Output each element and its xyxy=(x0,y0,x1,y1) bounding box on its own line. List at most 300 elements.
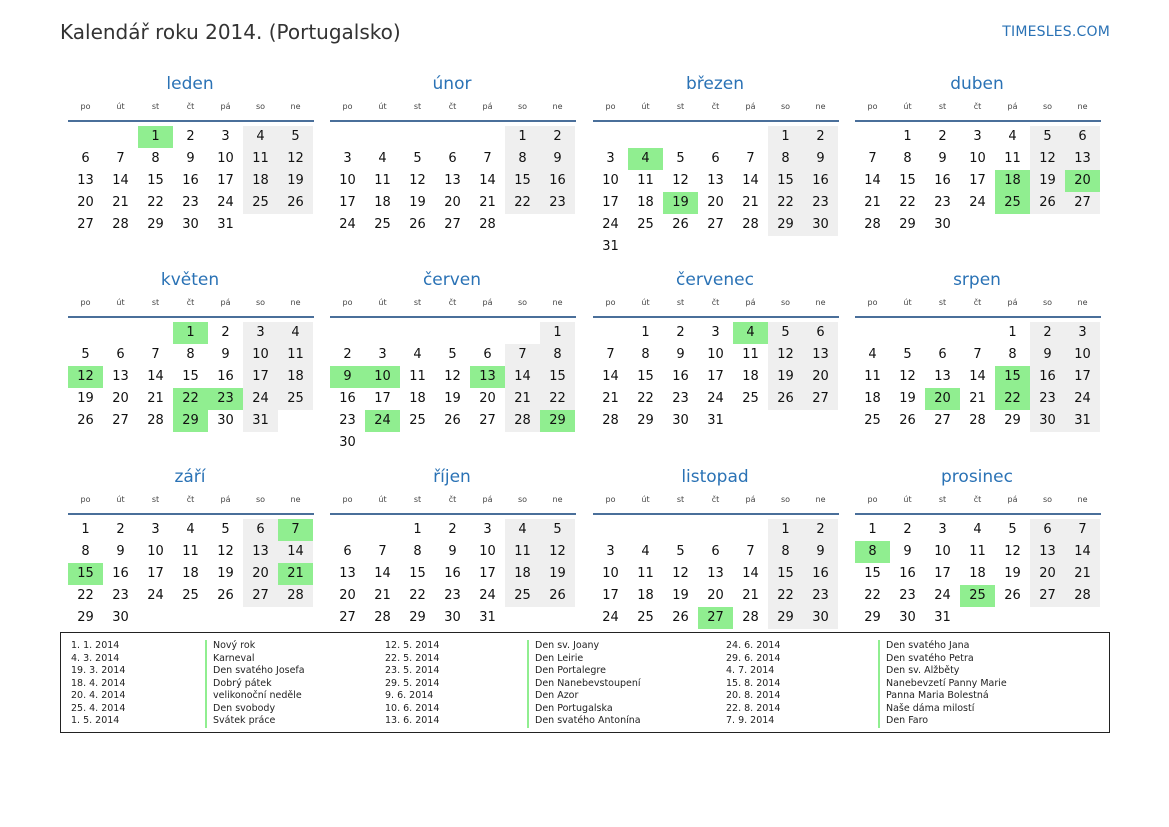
day-cell: 13 xyxy=(112,369,129,384)
legend-date: 25. 4. 2014 xyxy=(71,702,126,714)
day-grid xyxy=(593,519,839,629)
weekday-label: ne xyxy=(815,495,826,504)
legend-date: 10. 6. 2014 xyxy=(385,702,440,714)
month-name: duben xyxy=(950,74,1004,94)
day-cell: 3 xyxy=(151,522,160,537)
weekday-label: út xyxy=(903,495,912,504)
weekday-label: ne xyxy=(290,298,301,307)
day-cell: 3 xyxy=(938,522,947,537)
holiday-day: 18 xyxy=(995,170,1030,192)
day-cell: 8 xyxy=(413,544,422,559)
day-cell: 19 xyxy=(444,391,461,406)
legend-holiday-name: Den svobody xyxy=(213,702,276,714)
day-cell: 6 xyxy=(81,151,90,166)
day-cell: 11 xyxy=(1004,151,1021,166)
day-cell: 6 xyxy=(1030,519,1065,541)
day-cell: 7 xyxy=(606,347,615,362)
holiday-day: 10 xyxy=(365,366,400,388)
weekday-header xyxy=(593,296,839,318)
day-grid xyxy=(855,126,1101,236)
weekday-label: po xyxy=(342,495,353,504)
day-cell: 31 xyxy=(217,217,234,232)
legend-date: 29. 6. 2014 xyxy=(726,652,781,664)
day-cell: 8 xyxy=(768,541,803,563)
weekday-label: po xyxy=(605,102,616,111)
day-cell: 15 xyxy=(899,173,916,188)
day-cell: 24 xyxy=(339,217,356,232)
day-cell: 28 xyxy=(147,413,164,428)
month-květen xyxy=(68,268,314,432)
day-cell: 12 xyxy=(278,148,313,170)
day-cell: 18 xyxy=(278,366,313,388)
day-cell: 4 xyxy=(1008,129,1017,144)
day-cell: 28 xyxy=(112,217,129,232)
month-listopad xyxy=(593,465,839,629)
day-cell: 5 xyxy=(903,347,912,362)
day-cell: 22 xyxy=(505,192,540,214)
day-cell: 18 xyxy=(243,170,278,192)
day-cell: 27 xyxy=(339,610,356,625)
day-cell: 12 xyxy=(768,344,803,366)
weekday-label: čt xyxy=(711,102,720,111)
day-cell: 6 xyxy=(711,151,720,166)
legend-holiday-name: Den svatého Jana xyxy=(886,640,970,651)
weekday-label: ne xyxy=(1077,298,1088,307)
weekday-label: so xyxy=(780,102,791,111)
day-cell: 15 xyxy=(768,170,803,192)
weekday-label: ne xyxy=(552,298,563,307)
day-cell: 11 xyxy=(742,347,759,362)
day-cell: 7 xyxy=(378,544,387,559)
day-cell: 19 xyxy=(409,195,426,210)
day-cell: 3 xyxy=(221,129,230,144)
day-cell: 28 xyxy=(864,217,881,232)
day-cell: 26 xyxy=(672,217,689,232)
day-cell: 4 xyxy=(378,151,387,166)
weekday-label: čt xyxy=(186,102,195,111)
month-září xyxy=(68,465,314,629)
weekday-header xyxy=(330,100,576,122)
day-cell: 17 xyxy=(602,195,619,210)
holiday-day: 19 xyxy=(663,192,698,214)
day-cell: 28 xyxy=(479,217,496,232)
weekday-label: čt xyxy=(186,298,195,307)
day-cell: 6 xyxy=(116,347,125,362)
weekday-label: st xyxy=(938,102,947,111)
day-cell: 26 xyxy=(217,588,234,603)
day-cell: 9 xyxy=(448,544,457,559)
day-cell: 13 xyxy=(1030,541,1065,563)
day-cell: 20 xyxy=(803,366,838,388)
day-cell: 15 xyxy=(182,369,199,384)
day-cell: 16 xyxy=(803,170,838,192)
day-cell: 29 xyxy=(637,413,654,428)
day-cell: 2 xyxy=(676,325,685,340)
day-cell: 23 xyxy=(934,195,951,210)
weekday-label: so xyxy=(517,495,528,504)
month-name: srpen xyxy=(953,270,1001,290)
day-cell: 21 xyxy=(374,588,391,603)
day-cell: 21 xyxy=(147,391,164,406)
day-cell: 8 xyxy=(505,148,540,170)
weekday-label: pá xyxy=(745,102,756,111)
day-cell: 7 xyxy=(868,151,877,166)
day-cell: 18 xyxy=(505,563,540,585)
day-cell: 15 xyxy=(864,566,881,581)
day-cell: 15 xyxy=(409,566,426,581)
day-cell: 9 xyxy=(903,544,912,559)
day-cell: 11 xyxy=(278,344,313,366)
weekday-label: st xyxy=(413,495,422,504)
weekday-label: st xyxy=(676,102,685,111)
day-cell: 24 xyxy=(217,195,234,210)
legend-holiday-name: Den svatého Josefa xyxy=(213,665,305,676)
day-cell: 28 xyxy=(969,413,986,428)
day-cell: 30 xyxy=(803,214,838,236)
weekday-label: st xyxy=(413,298,422,307)
day-cell: 11 xyxy=(637,566,654,581)
legend-holiday-name: Den Azor xyxy=(535,690,579,701)
day-cell: 20 xyxy=(444,195,461,210)
day-cell: 16 xyxy=(934,173,951,188)
day-cell: 23 xyxy=(803,585,838,607)
day-grid xyxy=(855,322,1101,432)
day-grid xyxy=(593,322,839,432)
day-cell: 16 xyxy=(112,566,129,581)
holiday-day: 22 xyxy=(173,388,208,410)
day-cell: 19 xyxy=(278,170,313,192)
day-cell: 19 xyxy=(217,566,234,581)
legend-date: 24. 6. 2014 xyxy=(726,640,781,651)
month-name: červenec xyxy=(676,270,754,290)
site-brand-link[interactable]: TIMESLES.COM xyxy=(1002,24,1110,40)
day-cell: 12 xyxy=(1030,148,1065,170)
weekday-label: út xyxy=(641,102,650,111)
day-cell: 12 xyxy=(217,544,234,559)
weekday-header xyxy=(593,100,839,122)
legend-date: 1. 5. 2014 xyxy=(71,715,120,726)
weekday-label: ne xyxy=(815,298,826,307)
day-grid xyxy=(330,322,576,454)
weekday-label: po xyxy=(867,298,878,307)
day-cell: 14 xyxy=(278,541,313,563)
day-cell: 19 xyxy=(540,563,575,585)
day-cell: 21 xyxy=(1065,563,1100,585)
day-cell: 19 xyxy=(1030,170,1065,192)
weekday-label: ne xyxy=(552,495,563,504)
weekday-label: po xyxy=(867,495,878,504)
day-cell: 16 xyxy=(339,391,356,406)
weekday-header xyxy=(855,296,1101,318)
day-cell: 24 xyxy=(479,588,496,603)
day-cell: 6 xyxy=(343,544,352,559)
day-cell: 9 xyxy=(186,151,195,166)
weekday-label: pá xyxy=(220,298,231,307)
day-cell: 6 xyxy=(803,322,838,344)
day-cell: 25 xyxy=(505,585,540,607)
weekday-label: pá xyxy=(1007,495,1018,504)
day-cell: 27 xyxy=(479,413,496,428)
day-cell: 6 xyxy=(711,544,720,559)
weekday-label: pá xyxy=(220,495,231,504)
day-cell: 24 xyxy=(243,388,278,410)
day-cell: 29 xyxy=(409,610,426,625)
day-cell: 20 xyxy=(112,391,129,406)
day-cell: 21 xyxy=(602,391,619,406)
weekday-header xyxy=(68,296,314,318)
weekday-label: čt xyxy=(711,495,720,504)
day-cell: 22 xyxy=(77,588,94,603)
day-cell: 9 xyxy=(676,347,685,362)
weekday-label: ne xyxy=(552,102,563,111)
day-cell: 31 xyxy=(479,610,496,625)
day-cell: 10 xyxy=(217,151,234,166)
day-cell: 5 xyxy=(540,519,575,541)
day-cell: 17 xyxy=(969,173,986,188)
day-cell: 13 xyxy=(77,173,94,188)
day-cell: 18 xyxy=(409,391,426,406)
day-cell: 2 xyxy=(343,347,352,362)
day-cell: 29 xyxy=(768,607,803,629)
day-cell: 7 xyxy=(505,344,540,366)
day-cell: 5 xyxy=(278,126,313,148)
day-cell: 18 xyxy=(637,195,654,210)
holiday-day: 25 xyxy=(995,192,1030,214)
day-cell: 12 xyxy=(409,173,426,188)
day-cell: 7 xyxy=(151,347,160,362)
day-grid xyxy=(68,322,314,432)
day-cell: 29 xyxy=(1004,413,1021,428)
weekday-label: út xyxy=(378,298,387,307)
holiday-day: 9 xyxy=(330,366,365,388)
weekday-label: čt xyxy=(186,495,195,504)
weekday-label: so xyxy=(1042,298,1053,307)
month-březen xyxy=(593,72,839,258)
weekday-label: so xyxy=(517,102,528,111)
day-cell: 22 xyxy=(637,391,654,406)
day-cell: 28 xyxy=(374,610,391,625)
weekday-label: út xyxy=(116,495,125,504)
day-cell: 27 xyxy=(77,217,94,232)
day-cell: 2 xyxy=(186,129,195,144)
day-cell: 18 xyxy=(637,588,654,603)
weekday-header xyxy=(855,100,1101,122)
legend-holiday-name: Den Leirie xyxy=(535,652,584,664)
day-cell: 14 xyxy=(602,369,619,384)
day-cell: 26 xyxy=(444,413,461,428)
day-cell: 27 xyxy=(243,585,278,607)
weekday-label: pá xyxy=(482,495,493,504)
day-cell: 9 xyxy=(1030,344,1065,366)
day-cell: 13 xyxy=(339,566,356,581)
day-cell: 24 xyxy=(934,588,951,603)
weekday-label: so xyxy=(780,298,791,307)
holiday-day: 27 xyxy=(698,607,733,629)
day-cell: 2 xyxy=(1030,322,1065,344)
holiday-day: 20 xyxy=(925,388,960,410)
day-cell: 2 xyxy=(448,522,457,537)
legend-holiday-name: Den sv. Alžběty xyxy=(886,665,960,676)
holiday-day: 1 xyxy=(173,322,208,344)
day-cell: 1 xyxy=(768,519,803,541)
day-cell: 14 xyxy=(112,173,129,188)
day-cell: 29 xyxy=(147,217,164,232)
day-cell: 19 xyxy=(77,391,94,406)
day-cell: 25 xyxy=(637,217,654,232)
legend-date: 20. 4. 2014 xyxy=(71,690,126,701)
month-name: únor xyxy=(432,74,472,94)
day-cell: 5 xyxy=(676,151,685,166)
day-cell: 6 xyxy=(938,347,947,362)
day-cell: 17 xyxy=(602,588,619,603)
weekday-label: pá xyxy=(745,298,756,307)
day-grid xyxy=(330,126,576,236)
day-cell: 29 xyxy=(864,610,881,625)
day-cell: 25 xyxy=(864,413,881,428)
weekday-label: po xyxy=(605,298,616,307)
legend-date: 9. 6. 2014 xyxy=(385,690,434,701)
day-cell: 30 xyxy=(803,607,838,629)
day-cell: 21 xyxy=(112,195,129,210)
day-cell: 1 xyxy=(1008,325,1017,340)
day-cell: 23 xyxy=(444,588,461,603)
day-cell: 3 xyxy=(1065,322,1100,344)
weekday-label: pá xyxy=(482,298,493,307)
day-cell: 19 xyxy=(768,366,803,388)
day-cell: 28 xyxy=(1065,585,1100,607)
day-cell: 22 xyxy=(899,195,916,210)
day-cell: 26 xyxy=(672,610,689,625)
day-cell: 18 xyxy=(374,195,391,210)
day-cell: 14 xyxy=(374,566,391,581)
weekday-label: so xyxy=(1042,102,1053,111)
day-cell: 28 xyxy=(602,413,619,428)
day-cell: 8 xyxy=(903,151,912,166)
day-cell: 26 xyxy=(540,585,575,607)
month-únor xyxy=(330,72,576,236)
day-grid xyxy=(68,519,314,629)
day-cell: 26 xyxy=(768,388,803,410)
weekday-label: čt xyxy=(448,298,457,307)
month-říjen xyxy=(330,465,576,629)
holiday-legend xyxy=(60,632,1110,733)
legend-date: 20. 8. 2014 xyxy=(726,690,781,701)
page-title: Kalendář roku 2014. (Portugalsko) xyxy=(60,20,401,44)
day-cell: 24 xyxy=(602,217,619,232)
day-cell: 8 xyxy=(1008,347,1017,362)
legend-holiday-name: Den Portugalska xyxy=(535,702,613,714)
day-cell: 15 xyxy=(505,170,540,192)
holiday-day: 25 xyxy=(960,585,995,607)
day-cell: 26 xyxy=(899,413,916,428)
month-červenec xyxy=(593,268,839,432)
weekday-label: čt xyxy=(973,495,982,504)
legend-date: 22. 5. 2014 xyxy=(385,652,440,664)
weekday-label: st xyxy=(151,298,160,307)
holiday-day: 7 xyxy=(278,519,313,541)
day-cell: 17 xyxy=(1065,366,1100,388)
day-cell: 17 xyxy=(147,566,164,581)
weekday-label: st xyxy=(938,298,947,307)
day-cell: 21 xyxy=(742,195,759,210)
day-cell: 9 xyxy=(803,148,838,170)
day-cell: 19 xyxy=(672,588,689,603)
legend-date: 12. 5. 2014 xyxy=(385,640,440,651)
day-cell: 20 xyxy=(707,588,724,603)
day-cell: 16 xyxy=(217,369,234,384)
day-cell: 23 xyxy=(1030,388,1065,410)
day-cell: 1 xyxy=(540,322,575,344)
weekday-label: út xyxy=(641,298,650,307)
weekday-label: ne xyxy=(290,102,301,111)
holiday-day: 15 xyxy=(995,366,1030,388)
legend-holiday-name: Karneval xyxy=(213,652,255,664)
weekday-header xyxy=(68,493,314,515)
day-cell: 14 xyxy=(969,369,986,384)
day-cell: 7 xyxy=(973,347,982,362)
holiday-day: 22 xyxy=(995,388,1030,410)
day-cell: 5 xyxy=(1030,126,1065,148)
weekday-label: ne xyxy=(290,495,301,504)
weekday-label: čt xyxy=(973,298,982,307)
day-cell: 26 xyxy=(77,413,94,428)
weekday-header xyxy=(855,493,1101,515)
day-cell: 7 xyxy=(746,151,755,166)
day-cell: 23 xyxy=(899,588,916,603)
day-cell: 13 xyxy=(934,369,951,384)
weekday-label: st xyxy=(151,102,160,111)
day-cell: 5 xyxy=(676,544,685,559)
weekday-label: st xyxy=(413,102,422,111)
day-cell: 4 xyxy=(413,347,422,362)
day-cell: 9 xyxy=(938,151,947,166)
day-cell: 21 xyxy=(969,391,986,406)
day-cell: 2 xyxy=(803,519,838,541)
day-cell: 19 xyxy=(1004,566,1021,581)
day-cell: 25 xyxy=(182,588,199,603)
weekday-header xyxy=(330,296,576,318)
legend-date: 22. 8. 2014 xyxy=(726,702,781,714)
day-cell: 24 xyxy=(969,195,986,210)
day-cell: 21 xyxy=(479,195,496,210)
weekday-label: čt xyxy=(711,298,720,307)
day-cell: 11 xyxy=(864,369,881,384)
day-cell: 2 xyxy=(221,325,230,340)
day-cell: 14 xyxy=(1065,541,1100,563)
day-cell: 11 xyxy=(969,544,986,559)
day-cell: 9 xyxy=(116,544,125,559)
legend-date: 4. 7. 2014 xyxy=(726,665,775,676)
day-cell: 11 xyxy=(637,173,654,188)
day-cell: 1 xyxy=(505,126,540,148)
day-cell: 11 xyxy=(243,148,278,170)
day-cell: 29 xyxy=(899,217,916,232)
legend-date-column xyxy=(71,640,201,728)
day-cell: 25 xyxy=(742,391,759,406)
legend-date: 23. 5. 2014 xyxy=(385,665,440,676)
day-cell: 13 xyxy=(444,173,461,188)
day-cell: 26 xyxy=(278,192,313,214)
day-cell: 30 xyxy=(672,413,689,428)
day-cell: 8 xyxy=(151,151,160,166)
day-grid xyxy=(593,126,839,258)
legend-holiday-name: Den Nanebevstoupení xyxy=(535,677,641,689)
month-červen xyxy=(330,268,576,454)
month-name: září xyxy=(174,467,206,487)
month-name: prosinec xyxy=(941,467,1013,487)
day-cell: 17 xyxy=(479,566,496,581)
day-cell: 28 xyxy=(742,610,759,625)
